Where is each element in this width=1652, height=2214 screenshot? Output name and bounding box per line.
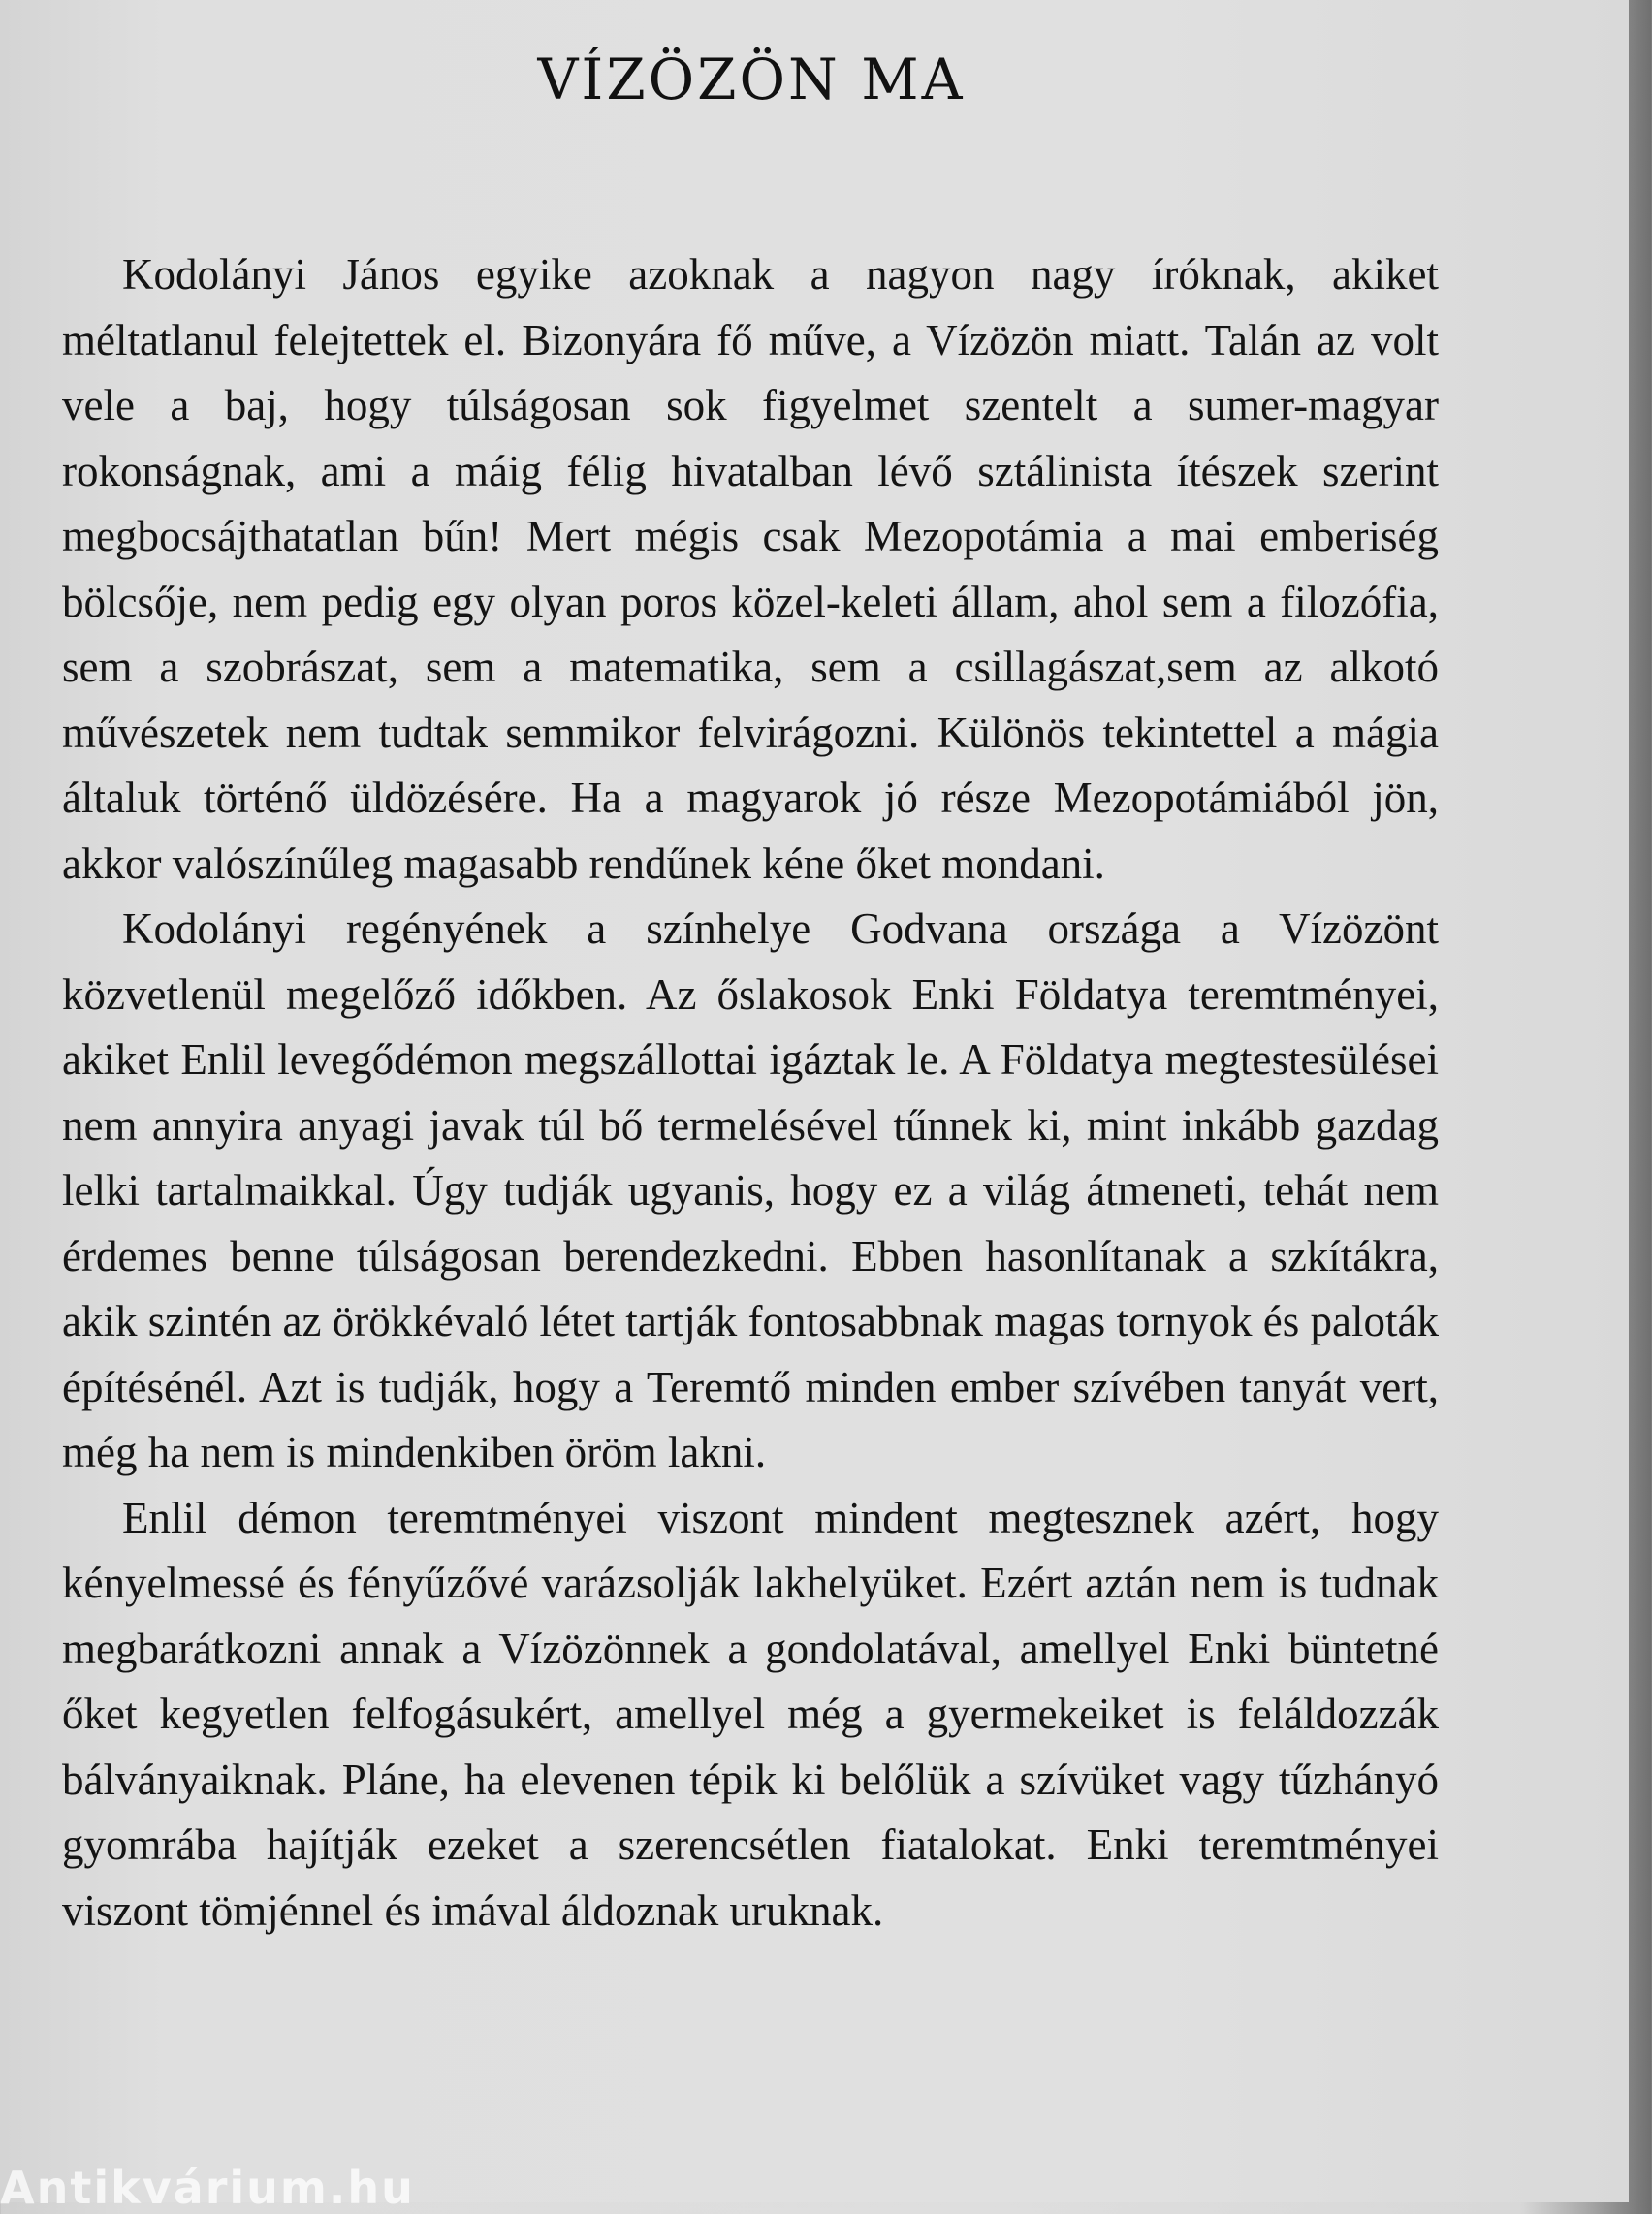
chapter-title: VÍZÖZÖN MA: [537, 47, 966, 112]
paragraph: Kodolányi János egyike azoknak a nagyon nagy íróknak, akiket méltatlanul felejtettek el. Bizonyára fő műve, a Vízözön miatt. Talán az volt vele a baj, hogy túlságosan sok figyelmet szentelt a sumer-magyar rokonságnak, ami a máig félig hivatalban lévő sztálinista ítészek szerint megbocsájthatatlan bűn! Mert mégis csak Mezopotámia a mai emberiség bölcsője, nem pedig egy olyan poros közel-keleti állam, ahol sem a filozófia, sem a szobrászat, sem a matematika, sem a csillagászat,sem az alkotó művészetek nem tudtak semmikor felvirágozni. Különös tekintettel a mágia általuk történő üldözésére. Ha a magyarok jó része Mezopotámiából jön, akkor valószínűleg magasabb rendűnek kéne őket mondani.: [62, 250, 1439, 888]
watermark-logo: Antikvárium.hu: [0, 2162, 415, 2214]
paragraph: Enlil démon teremtményei viszont mindent megtesznek azért, hogy kényelmessé és fényűzővé varázsolják lakhelyüket. Ezért aztán nem is tudnak megbarátkozni annak a Vízözönnek a gondolatával, amellyel Enki büntetné őket kegyetlen felfogásukért, amellyel még a gyermekeiket is feláldozzák bálványaiknak. Pláne, ha elevenen tépik ki belőlük a szívüket vagy tűzhányó gyomrába hajítják ezeket a szerencsétlen fiatalokat. Enki teremtményei viszont tömjénnel és imával áldoznak uruknak.: [62, 1493, 1439, 1935]
paragraph: Kodolányi regényének a színhelye Godvana országa a Vízözönt közvetlenül megelőző időkben. Az őslakosok Enki Földatya teremtményei, akiket Enlil levegődémon megszállottai igáztak le. A Földatya megtestesülései nem annyira anyagi javak túl bő termelésével tűnnek ki, mint inkább gazdag lelki tartalmaikkal. Úgy tudják ugyanis, hogy ez a világ átmeneti, tehát nem érdemes benne túlságosan berendezkedni. Ebben hasonlítanak a szkítákra, akik szintén az örökkévaló létet tartják fontosabbnak magas tornyok és paloták építésénél. Azt is tudják, hogy a Teremtő minden ember szívében tanyát vert, még ha nem is mindenkiben öröm lakni.: [62, 904, 1439, 1476]
chapter-body: [62, 242, 1439, 1944]
